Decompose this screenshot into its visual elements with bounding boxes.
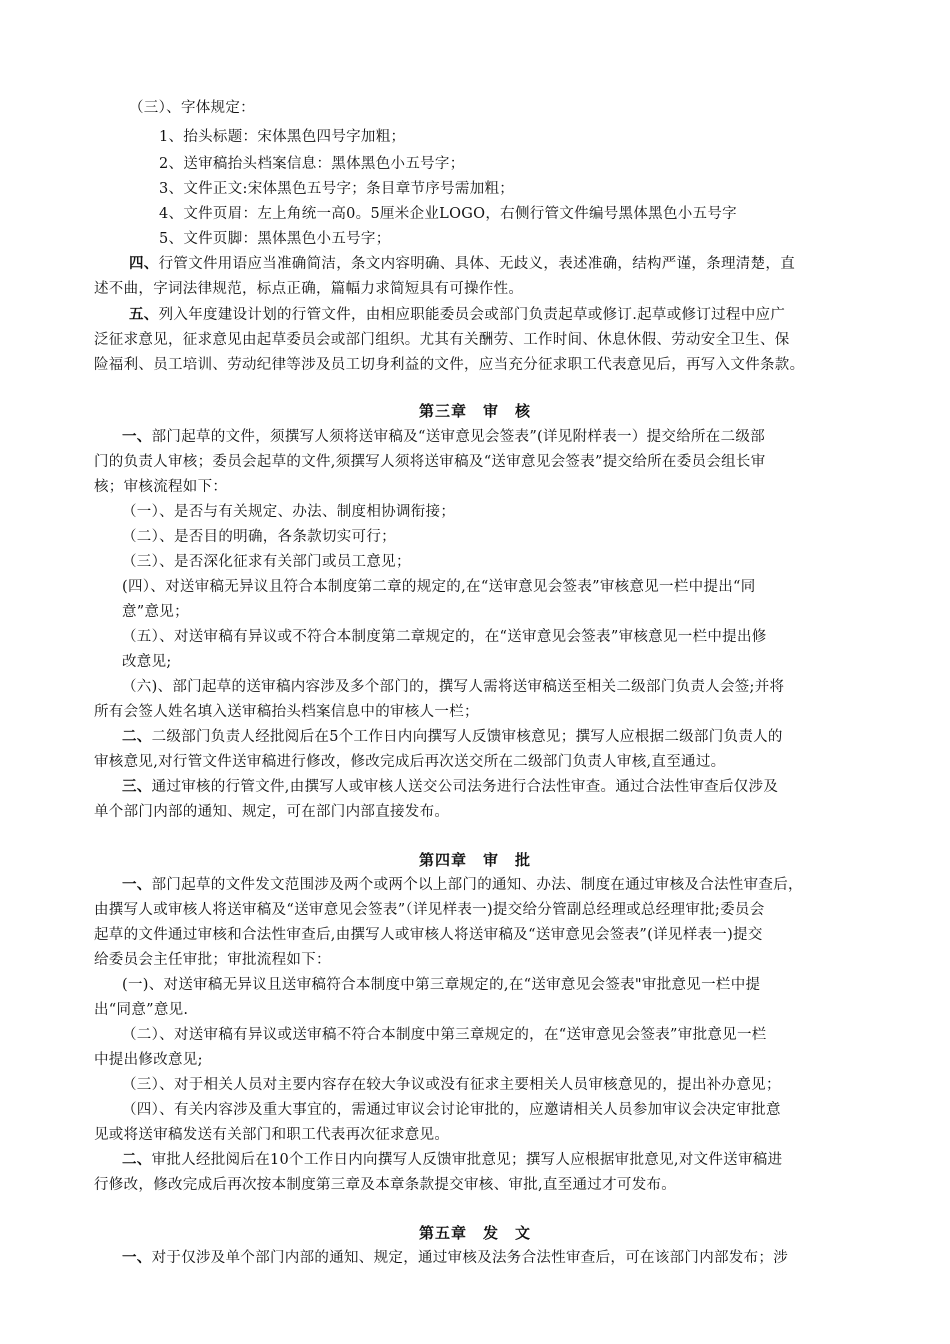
item-marker: 一、	[122, 1249, 152, 1266]
ch3-p1-line2: 门的负责人审核；委员会起草的文件,须撰写人须将送审稿及“送审意见会签表”提交给所在委员会组长审	[94, 454, 766, 470]
ch4-p1-line3: 起草的文件通过审核和合法性审查后,由撰写人或审核人将送审稿及“送审意见会签表”(详见样表一)提交	[94, 927, 763, 943]
font-rule-item: 3、文件正文:宋体黑色五号字；条目章节序号需加粗；	[159, 181, 515, 197]
chapter4-title: 第四章 审 批	[418, 851, 531, 869]
ch3-p3-line2: 单个部门内部的通知、规定，可在部门内部直接发布。	[94, 804, 450, 820]
font-rule-item: 2、送审稿抬头档案信息：黑体黑色小五号字；	[159, 156, 465, 172]
item-marker: 四、	[129, 255, 159, 272]
ch4-p2-line2: 行修改，修改完成后再次按本制度第三章及本章条款提交审核、审批,直至通过才可发布。	[94, 1177, 677, 1193]
ch3-p2-line2: 审核意见,对行管文件送审稿进行修改，修改完成后再次送交所在二级部门负责人审核,直至通过。	[94, 754, 726, 770]
font-rule-item: 5、文件页脚：黑体黑色小五号字；	[159, 231, 391, 247]
item-marker: 二、	[122, 1151, 152, 1168]
item5-line3: 险福利、员工培训、劳动纪律等涉及员工切身利益的文件，应当充分征求职工代表意见后，再写入文件条款。	[94, 357, 805, 373]
ch3-sub1: （一）、是否与有关规定、办法、制度相协调衔接；	[122, 504, 456, 520]
item-marker: 二、	[122, 728, 152, 745]
ch5-p1-line1: 一、对于仅涉及单个部门内部的通知、规定，通过审核及法务合法性审查后，可在该部门内部发布；涉	[122, 1249, 789, 1266]
ch3-sub4-line2: 意”意见；	[122, 604, 189, 620]
chapter5-title: 第五章 发 文	[418, 1224, 531, 1242]
font-rule-item: 4、文件页眉：左上角统一高0。5厘米企业LOGO，右侧行管文件编号黑体黑色小五号字	[159, 206, 737, 222]
ch3-p3-line1: 三、通过审核的行管文件,由撰写人或审核人送交公司法务进行合法性审查。通过合法性审查后仅涉及	[122, 778, 779, 795]
font-rule-item: 1、抬头标题：宋体黑色四号字加粗；	[159, 129, 406, 145]
item-marker: 三、	[122, 778, 152, 795]
ch3-p1-line1: 一、部门起草的文件，须撰写人须将送审稿及“送审意见会签表”(详见附样表一）提交给所在二级部	[122, 428, 765, 445]
ch4-p1-line4: 给委员会主任审批；审批流程如下：	[94, 952, 331, 968]
item-marker: 一、	[122, 876, 152, 893]
ch4-p1-line1: 一、部门起草的文件发文范围涉及两个或两个以上部门的通知、办法、制度在通过审核及合法性审查后，	[122, 876, 803, 893]
ch3-p2-line1: 二、二级部门负责人经批阅后在5个工作日内向撰写人反馈审核意见；撰写人应根据二级部门负责人的	[122, 728, 783, 745]
ch3-sub6-line1: （六)、部门起草的送审稿内容涉及多个部门的，撰写人需将送审稿送至相关二级部门负责人会签;并将	[122, 679, 785, 695]
ch4-sub4-line2: 见或将送审稿发送有关部门和职工代表再次征求意见。	[94, 1127, 450, 1143]
ch4-sub2-line2: 中提出修改意见;	[94, 1052, 203, 1068]
item5-line1: 五、列入年度建设计划的行管文件，由相应职能委员会或部门负责起草或修订.起草或修订过程中应广	[129, 306, 786, 323]
ch4-sub1-line2: 出“同意”意见.	[94, 1002, 189, 1018]
ch3-sub4-line1: (四）、对送审稿无异议且符合本制度第二章的规定的,在“送审意见会签表”审核意见一栏中提出“同	[122, 579, 756, 595]
ch4-sub2-line1: （二）、对送审稿有异议或送审稿不符合本制度中第三章规定的，在“送审意见会签表”审批意见一栏	[122, 1027, 767, 1043]
ch3-sub2: （二）、是否目的明确，各条款切实可行；	[122, 529, 396, 545]
item4-line1: 四、行管文件用语应当准确简洁，条文内容明确、具体、无歧义，表述准确，结构严谨，条理清楚，直	[129, 255, 796, 272]
ch4-sub1-line1: (一)、对送审稿无异议且送审稿符合本制度中第三章规定的,在“送审意见会签表"审批意见一栏中提	[122, 977, 761, 993]
ch3-sub5-line1: （五）、对送审稿有异议或不符合本制度第二章规定的，在“送审意见会签表”审核意见一栏中提出修	[122, 629, 767, 645]
ch4-sub3: （三）、对于相关人员对主要内容存在较大争议或没有征求主要相关人员审核意见的，提出补办意见；	[122, 1077, 781, 1093]
item5-line2: 泛征求意见，征求意见由起草委员会或部门组织。尤其有关酬劳、工作时间、休息休假、劳动安全卫生、保	[94, 332, 790, 348]
ch4-sub4-line1: （四）、有关内容涉及重大事宜的，需通过审议会讨论审批的，应邀请相关人员参加审议会决定审批意	[122, 1102, 781, 1118]
chapter3-title: 第三章 审 核	[418, 402, 531, 420]
ch3-p1-line3: 核；审核流程如下：	[94, 479, 228, 495]
item4-line2: 述不曲，字词法律规范，标点正确，篇幅力求简短具有可操作性。	[94, 281, 524, 297]
ch4-p2-line1: 二、审批人经批阅后在10个工作日内向撰写人反馈审批意见；撰写人应根据审批意见,对文件送审稿进	[122, 1151, 783, 1168]
ch3-sub6-line2: 所有会签人姓名填入送审稿抬头档案信息中的审核人一栏；	[94, 704, 479, 720]
item-marker: 一、	[122, 428, 152, 445]
ch4-p1-line2: 由撰写人或审核人将送审稿及“送审意见会签表”（详见样表一)提交给分管副总经理或总经理审批;委员会	[94, 902, 765, 918]
ch3-sub3: （三）、是否深化征求有关部门或员工意见；	[122, 554, 411, 570]
font-rules-heading: （三）、字体规定：	[129, 100, 255, 116]
item-marker: 五、	[129, 306, 159, 323]
ch3-sub5-line2: 改意见;	[122, 654, 172, 670]
